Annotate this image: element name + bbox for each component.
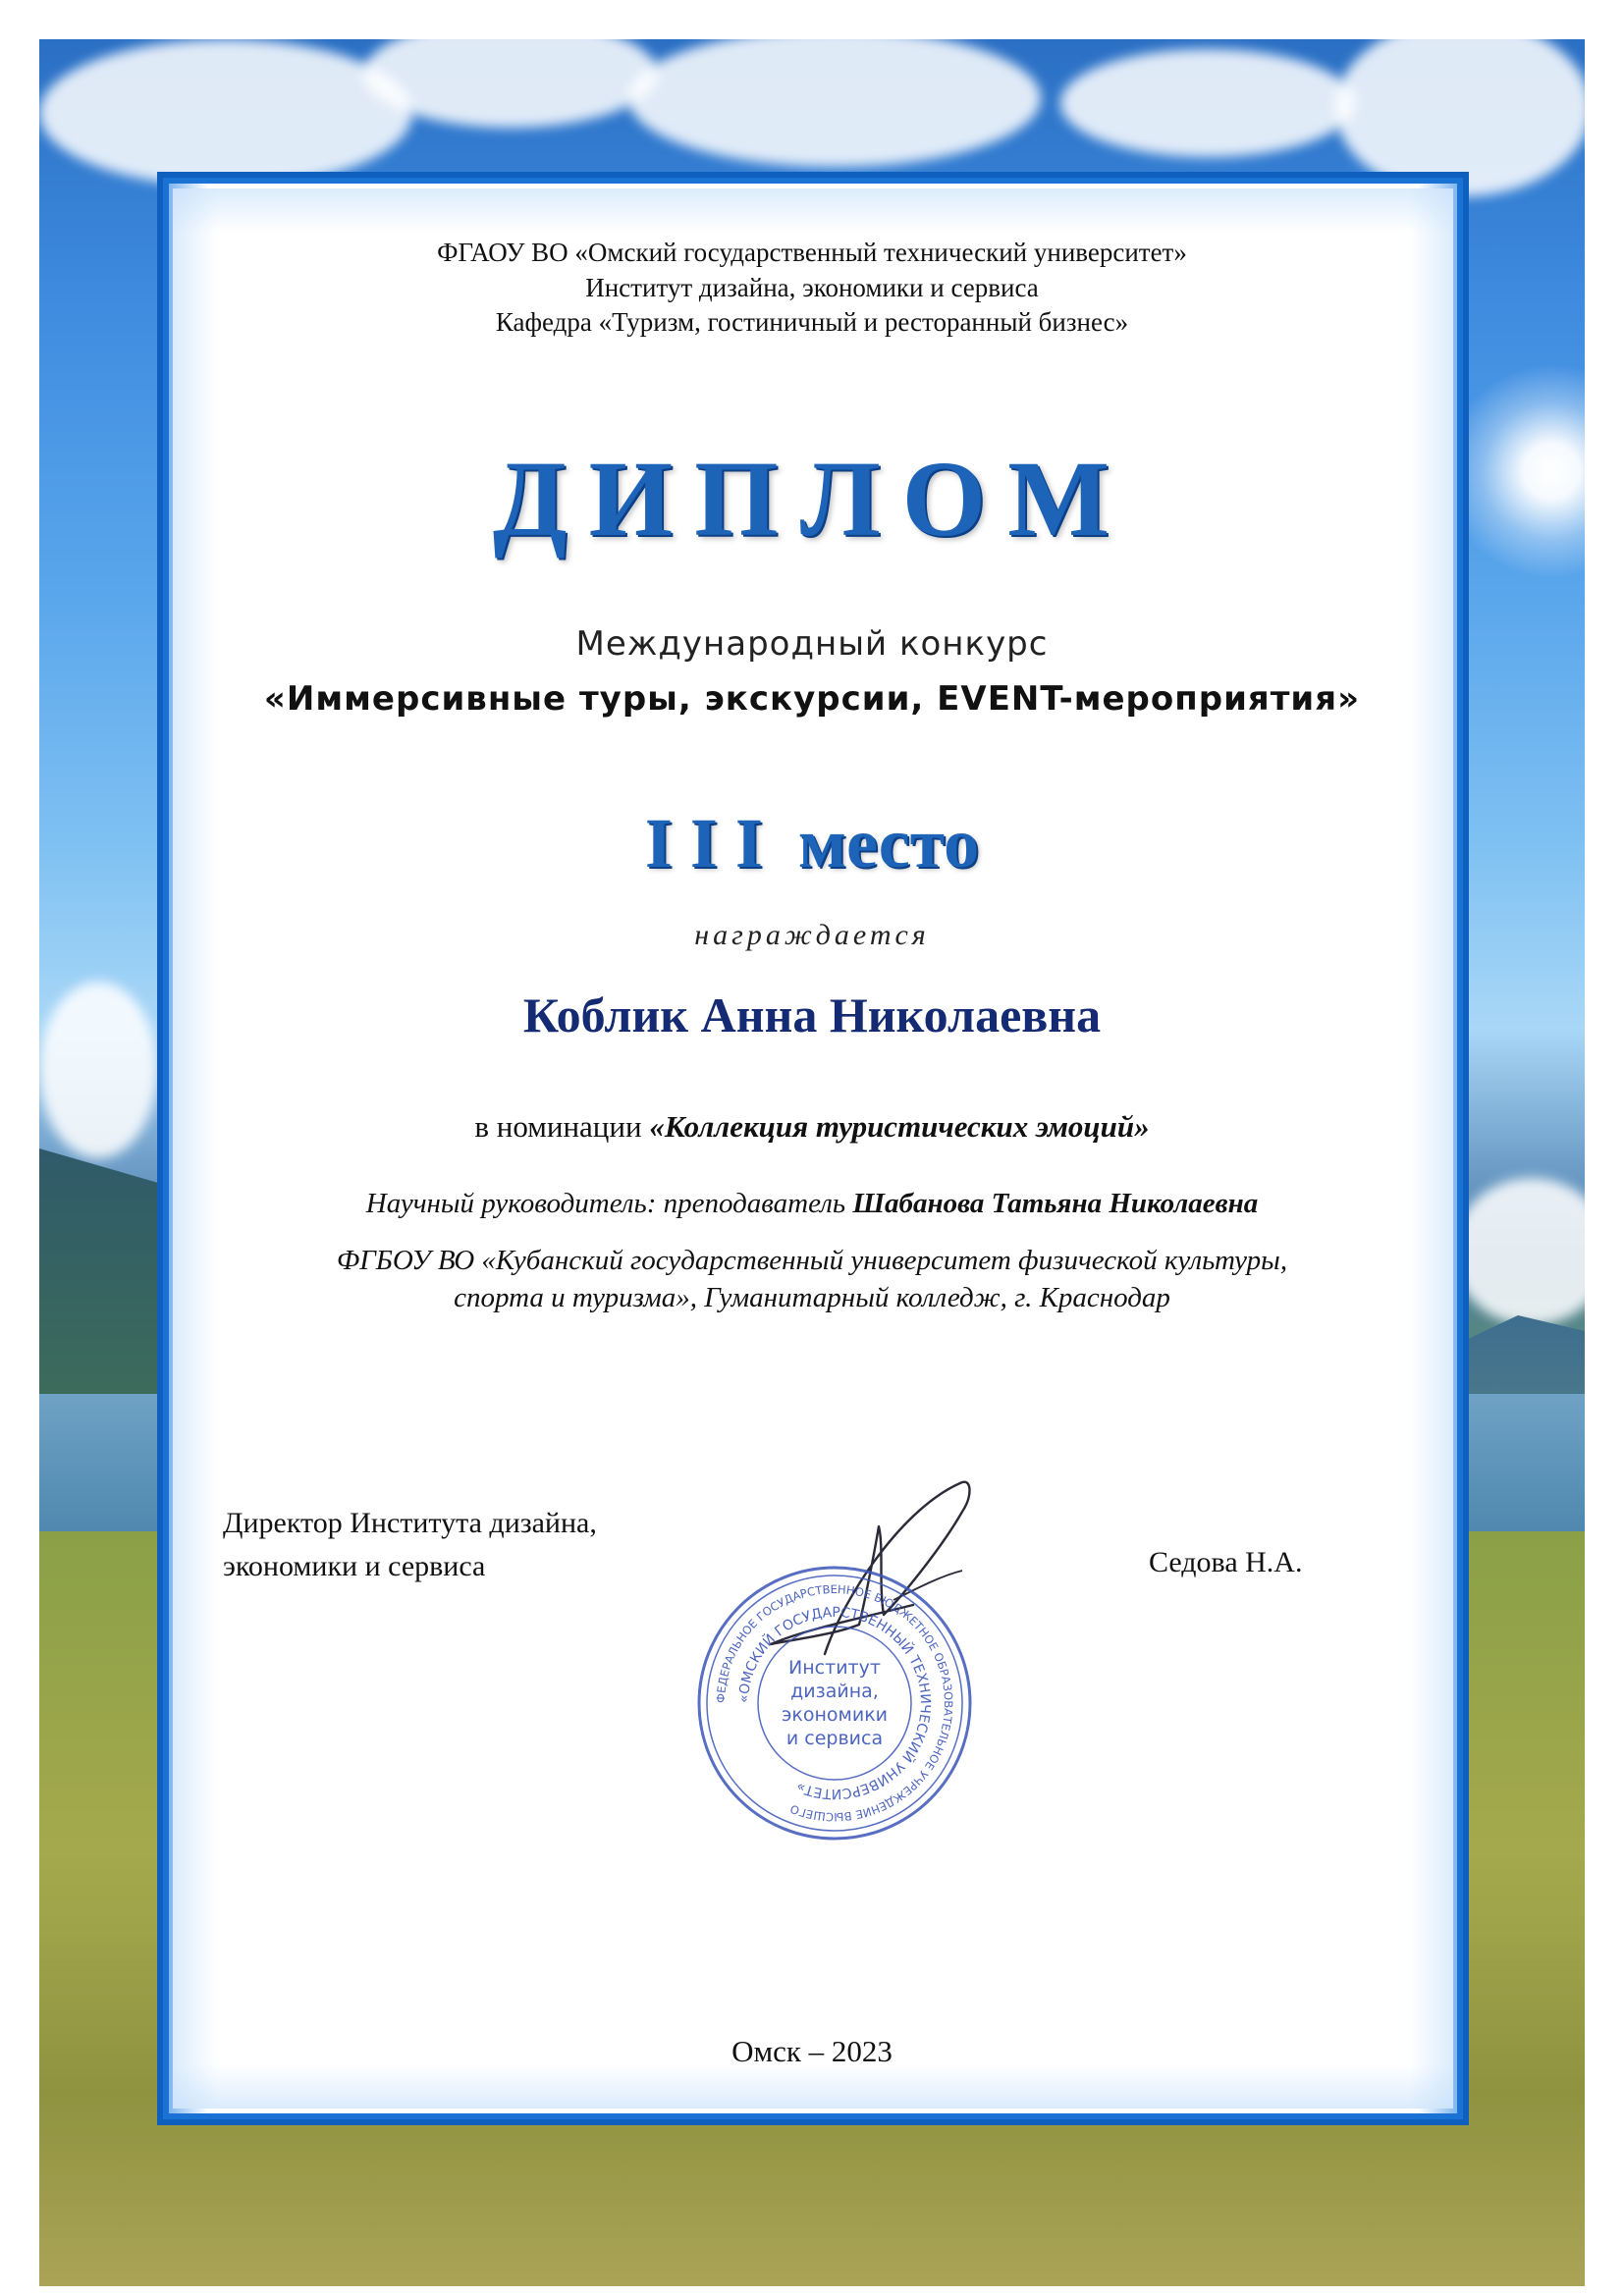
stamp-center-line1: Институт [788,1657,881,1679]
header-department: Кафедра «Туризм, гостиничный и ресторанный бизнес» [495,307,1129,337]
stamp-center-line2: дизайна, [790,1681,879,1702]
contest-type: Международный конкурс [575,624,1049,664]
signatory-title: Директор Института дизайна, экономики и сервиса [223,1507,597,1582]
supervisor-prefix: Научный руководитель: преподаватель [365,1188,846,1219]
svg-text:«ОМСКИЙ ГОСУДАРСТВЕННЫЙ ТЕХНИЧ [736,1605,933,1801]
supervisor [0,1188,1624,1220]
header-university: ФГАОУ ВО «Омский государственный технический университет» [437,238,1187,267]
contest-name: «Иммерсивные туры, экскурсии, EVENT-мероприятия» [263,679,1361,719]
stamp-center-line3: экономики [781,1704,889,1726]
place-award: I I I место [644,804,980,882]
organization-line1: ФГБОУ ВО «Кубанский государственный университет физической культуры, [336,1245,1288,1276]
awarded-label: награждается [694,919,930,951]
stamp-inner-text: «ОМСКИЙ ГОСУДАРСТВЕННЫЙ ТЕХНИЧЕСКИЙ УНИВЕРСИТЕТ» [735,1604,934,1802]
nomination-prefix: в номинации [474,1109,642,1144]
stamp-outer-text: ФЕДЕРАЛЬНОЕ ГОСУДАРСТВЕННОЕ БЮДЖЕТНОЕ ОБРАЗОВАТЕЛЬНОЕ УЧРЕЖДЕНИЕ ВЫСШЕГО [713,1581,956,1825]
page-title: ДИПЛОМ [492,439,1132,559]
signatory-name: Седова Н.А. [1149,1546,1303,1578]
organization-line2: спорта и туризма», Гуманитарный колледж, г. Краснодар [454,1282,1170,1313]
recipient-name: Коблик Анна Николаевна [522,988,1102,1042]
supervisor-name: Шабанова Татьяна Николаевна [852,1188,1259,1219]
nomination-name: «Коллекция туристических эмоций» [649,1109,1150,1144]
footer-place-year: Омск – 2023 [731,2034,893,2068]
official-stamp [677,1428,992,1841]
nomination [0,1109,1624,1145]
stamp-center-line4: и сервиса [785,1728,884,1749]
header-institute: Институт дизайна, экономики и сервиса [585,273,1039,302]
